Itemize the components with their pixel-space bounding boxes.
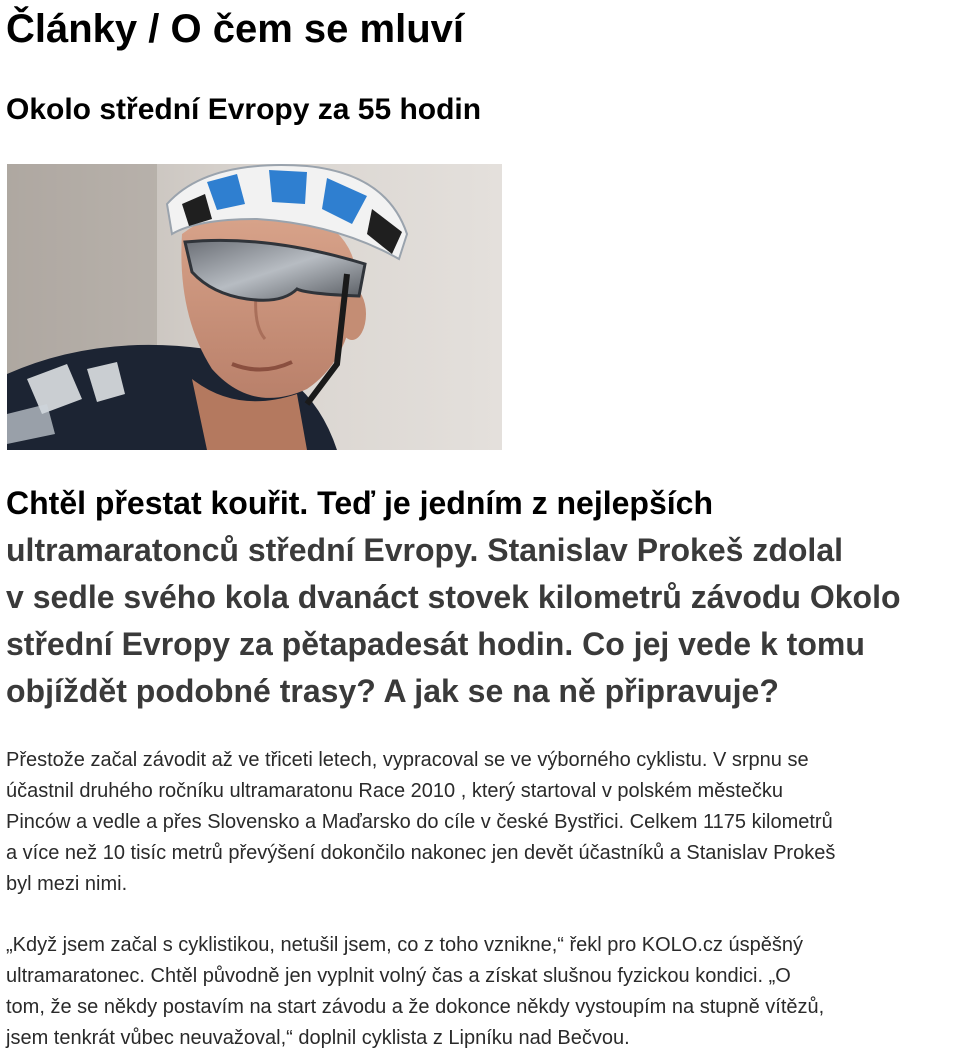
article-paragraph xyxy=(6,745,956,900)
lead-line: objíždět podobné trasy? A jak se na ně připravuje? xyxy=(6,673,779,709)
cyclist-portrait-photo xyxy=(7,164,502,450)
section-breadcrumb-heading: Články / O čem se mluví xyxy=(6,7,464,51)
paragraph-line: ultramaratonec. Chtěl původně jen vyplnit volný čas a získat slušnou fyzickou kondici. „O xyxy=(6,965,791,987)
article-lead-paragraph xyxy=(6,480,951,715)
paragraph-line: jsem tenkrát vůbec neuvažoval,“ doplnil cyklista z Lipníku nad Bečvou. xyxy=(6,1027,630,1049)
paragraph-line: tom, že se někdy postavím na start závodu a že dokonce někdy vystoupím na stupně vítězů, xyxy=(6,996,825,1018)
paragraph-line: a více než 10 tisíc metrů převýšení dokončilo nakonec jen devět účastníků a Stanislav Prokeš xyxy=(6,842,836,864)
article-paragraph xyxy=(6,930,956,1054)
lead-line: střední Evropy za pětapadesát hodin. Co jej vede k tomu xyxy=(6,626,865,662)
lead-line: ultramaratonců střední Evropy. Stanislav Prokeš zdolal xyxy=(6,532,843,568)
paragraph-line: „Když jsem začal s cyklistikou, netušil jsem, co z toho vznikne,“ řekl pro KOLO.cz úspěšný xyxy=(6,934,803,956)
paragraph-line: Pinców a vedle a přes Slovensko a Maďarsko do cíle v české Bystřici. Celkem 1175 kilometrů xyxy=(6,811,833,833)
paragraph-line: účastnil druhého ročníku ultramaratonu Race 2010 , který startoval v polském městečku xyxy=(6,780,784,802)
lead-line: Chtěl přestat kouřit. Teď je jedním z nejlepších xyxy=(6,485,713,521)
paragraph-line: Přestože začal závodit až ve třiceti letech, vypracoval se ve výborného cyklistu. V srpnu se xyxy=(6,749,809,771)
article-title: Okolo střední Evropy za 55 hodin xyxy=(6,93,482,126)
lead-line: v sedle svého kola dvanáct stovek kilometrů závodu Okolo xyxy=(6,579,901,615)
paragraph-line: byl mezi nimi. xyxy=(6,873,128,895)
